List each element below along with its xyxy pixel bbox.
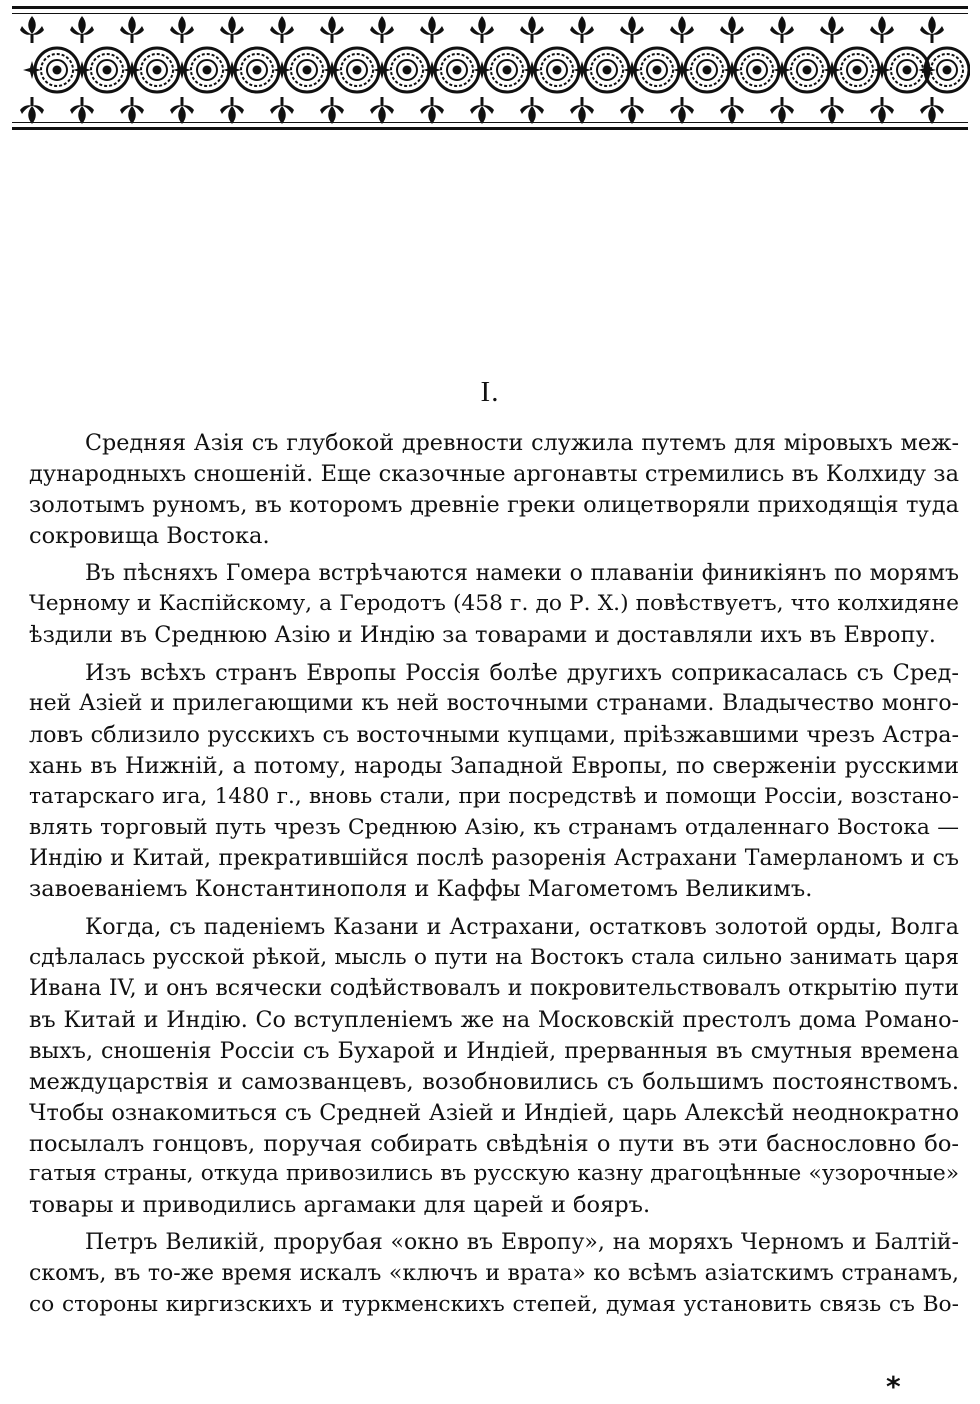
text-line: Средняя Азія съ глубокой древности служила путемъ для міровыхъ меж- — [85, 430, 959, 456]
text-line: междуцарствія и самозванцевъ, возобновились съ большимъ постоянствомъ. — [29, 1068, 959, 1095]
text-line: ловъ сблизило русскихъ съ восточными купцами, пріѣзжавшими чрезъ Астра- — [29, 722, 959, 749]
text-line: товары и приводились аргамаки для царей и бояръ. — [29, 1192, 651, 1219]
text-line: Черному и Каспійскому, а Геродотъ (458 г. до Р. Х.) повѣствуетъ, что колхидяне — [29, 591, 959, 617]
text-line: ней Азіей и прилегающими къ ней восточными странами. Владычество монго- — [29, 691, 959, 717]
text-line: Чтобы ознакомиться съ Средней Азіей и Индіей, царь Алексѣй неоднократно — [29, 1099, 959, 1126]
text-line: Индію и Китай, прекратившійся послѣ разоренія Астрахани Тамерланомъ и съ — [29, 845, 959, 871]
text-line: сдѣлалась русской рѣкой, мысль о пути на Востокъ стала сильно занимать царя — [29, 945, 959, 971]
text-line: сокровища Востока. — [29, 522, 270, 549]
text-line: Въ пѣсняхъ Гомера встрѣчаются намеки о плаваніи финикіянъ по морямъ — [85, 560, 959, 586]
text-line: Когда, съ паденіемъ Казани и Астрахани, остатковъ золотой орды, Волга — [85, 914, 959, 941]
text-line: хань въ Нижній, а потому, народы Западной Европы, по сверженіи русскими — [29, 752, 959, 779]
ornamental-header-border — [10, 4, 970, 132]
text-line: золотымъ руномъ, въ которомъ древніе греки олицетворяли приходящія туда — [29, 491, 959, 518]
text-line: со стороны киргизскихъ и туркменскихъ степей, думая установить связь съ Во- — [29, 1292, 959, 1318]
text-line: посылалъ гонцовъ, поручая собирать свѣдѣнія о пути въ эти баснословно бо- — [29, 1130, 959, 1157]
text-line: завоеваніемъ Константинополя и Каффы Магометомъ Великимъ. — [29, 876, 813, 903]
text-line: гатыя страны, откуда привозились въ русскую казну драгоцѣнные «узорочные» — [29, 1161, 959, 1187]
text-line: скомъ, въ то-же время искалъ «ключъ и врата» ко всѣмъ азіатскимъ странамъ, — [29, 1261, 959, 1287]
text-line: Изъ всѣхъ странъ Европы Россія болѣе другихъ соприкасалась съ Сред- — [85, 660, 959, 687]
text-line: выхъ, сношенія Россіи съ Бухарой и Индіей, прерванныя въ смутныя времена — [29, 1037, 959, 1064]
text-line: татарскаго ига, 1480 г., вновь стали, при посредствѣ и помощи Россіи, возстано- — [29, 783, 959, 809]
text-line: влять торговый путь чрезъ Среднюю Азію, къ странамъ отдаленнаго Востока — — [29, 814, 959, 840]
chapter-number: I. — [480, 376, 500, 408]
body-text — [29, 428, 959, 1321]
text-line: Ивана IV, и онъ всячески содѣйствовалъ и покровительствовалъ открытію пути — [29, 976, 959, 1002]
text-line: Петръ Великій, прорубая «окно въ Европу», на моряхъ Черномъ и Балтій- — [85, 1230, 959, 1256]
signature-mark: * — [886, 1370, 901, 1403]
text-line: въ Китай и Индію. Со вступленіемъ же на Московскій престолъ дома Романо- — [29, 1007, 959, 1034]
text-line: ѣздили въ Среднюю Азію и Индію за товарами и доставляли ихъ въ Европу. — [29, 622, 936, 649]
text-line: дународныхъ сношеній. Еще сказочные аргонавты стремились въ Колхиду за — [29, 460, 959, 487]
